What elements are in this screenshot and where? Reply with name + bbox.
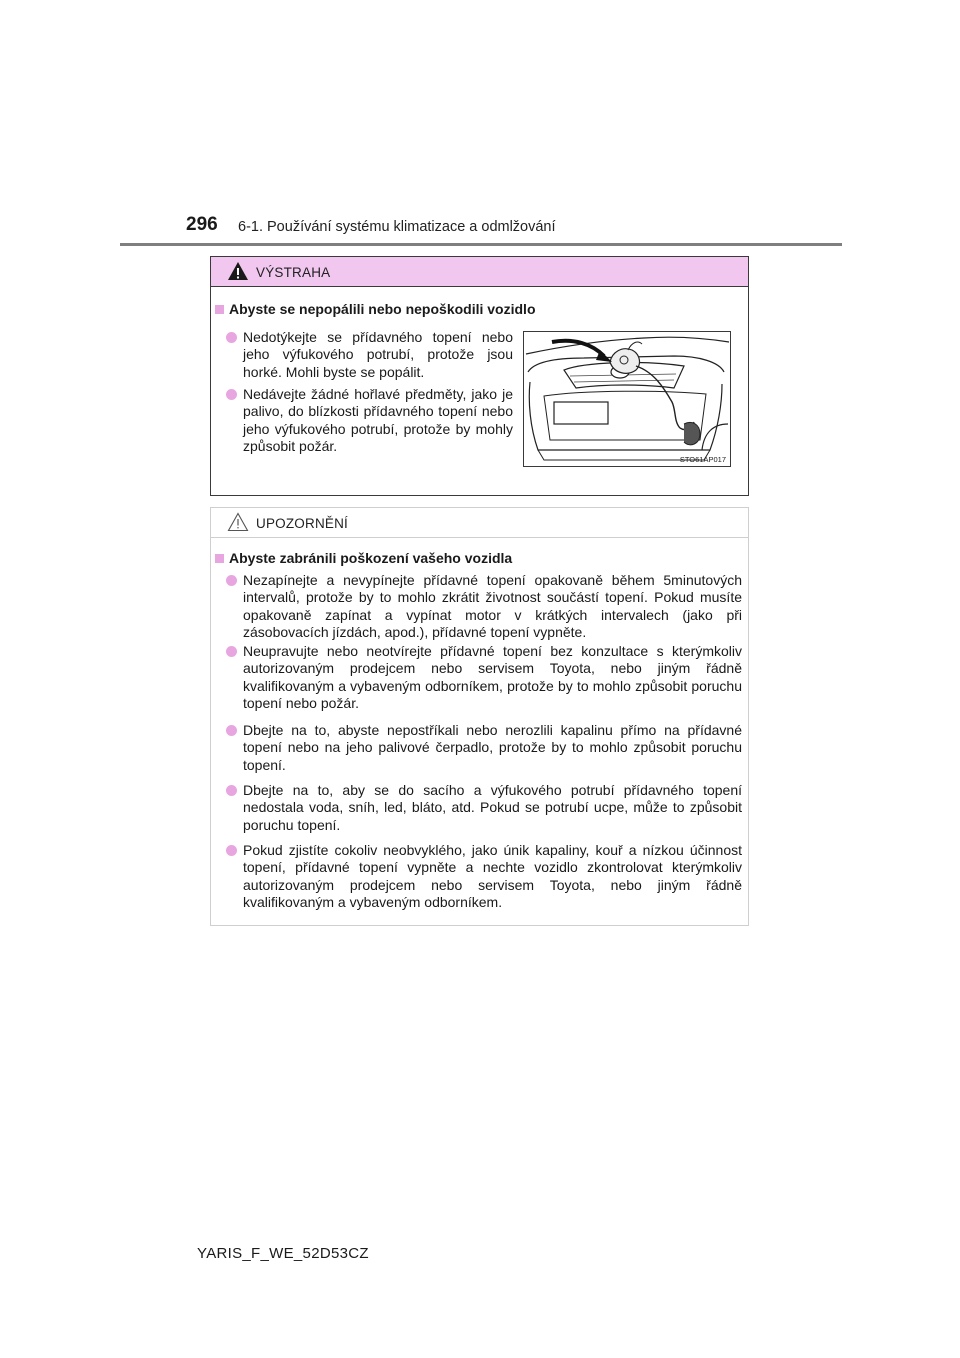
bullet-dot-icon [226, 785, 237, 796]
caution-item: Pokud zjistíte cokoliv neobvyklého, jako únik kapaliny, kouř a nízkou účinnost topení, přídavné topení vypněte a nechte vozidlo zkontrolovat kterýmkoliv autorizovaným prodejcem nebo servisem Toyota, nebo jiným řádně kvalifikovaným a vybaveným odborníkem. [243, 842, 742, 912]
caution-item: Nezapínejte a nevypínejte přídavné topení opakovaně během 5minutových intervalů, protože by to mohlo zkrátit životnost součástí topení. Pokud musíte opakovaně zapínat a vypínat motor v krátkých intervalech (jako při zásobovacích jízdách, apod.), přídavné topení vypněte. [243, 572, 742, 642]
bullet-dot-icon [226, 332, 237, 343]
header-rule [120, 243, 842, 246]
caution-item: Dbejte na to, aby se do sacího a výfukového potrubí přídavného topení nedostala voda, sníh, led, bláto, atd. Pokud se potrubí ucpe, může to způsobit poruchu topení. [243, 782, 742, 834]
square-marker-icon [215, 305, 224, 314]
caution-title: UPOZORNĚNÍ [256, 516, 349, 531]
warning-item: Nedávejte žádné hořlavé předměty, jako je palivo, do blízkosti přídavného topení nebo jeho výfukového potrubí, protože by mohly způsobit požár. [243, 386, 513, 456]
warning-item: Nedotýkejte se přídavného topení nebo jeho výfukového potrubí, protože jsou horké. Mohli byste se popálit. [243, 329, 513, 381]
caution-item: Dbejte na to, abyste nepostříkali nebo nerozlili kapalinu přímo na přídavné topení nebo na jeho palivové čerpadlo, protože by to mohlo způsobit poruchu topení. [243, 722, 742, 774]
page-header [186, 214, 846, 244]
warning-title: VÝSTRAHA [256, 265, 331, 280]
car-front-heater-illustration [524, 332, 730, 466]
bullet-dot-icon [226, 725, 237, 736]
bullet-dot-icon [226, 845, 237, 856]
warning-box [210, 256, 749, 496]
bullet-dot-icon [226, 389, 237, 400]
bullet-dot-icon [226, 646, 237, 657]
warning-triangle-icon [227, 261, 249, 281]
page-number: 296 [186, 214, 218, 235]
caution-header [211, 508, 748, 538]
warning-subheading: Abyste se nepopálili nebo nepoškodili vozidlo [215, 301, 536, 317]
document-code: YARIS_F_WE_52D53CZ [197, 1245, 369, 1262]
bullet-dot-icon [226, 575, 237, 586]
caution-subheading: Abyste zabránili poškození vašeho vozidla [215, 550, 512, 566]
caution-item: Neupravujte nebo neotvírejte přídavné topení bez konzultace s kterýmkoliv autorizovaným prodejcem nebo servisem Toyota, nebo jiným řádně kvalifikovaným a vybaveným odborníkem, protože by to mohlo způsobit poruchu topení nebo požár. [243, 643, 742, 713]
figure-code: STO61AP017 [679, 455, 726, 464]
warning-header [211, 257, 748, 287]
heater-illustration [523, 331, 731, 467]
square-marker-icon [215, 554, 224, 563]
caution-box [210, 507, 749, 926]
section-title: 6-1. Používání systému klimatizace a odmlžování [238, 219, 556, 235]
caution-triangle-icon [227, 512, 249, 532]
